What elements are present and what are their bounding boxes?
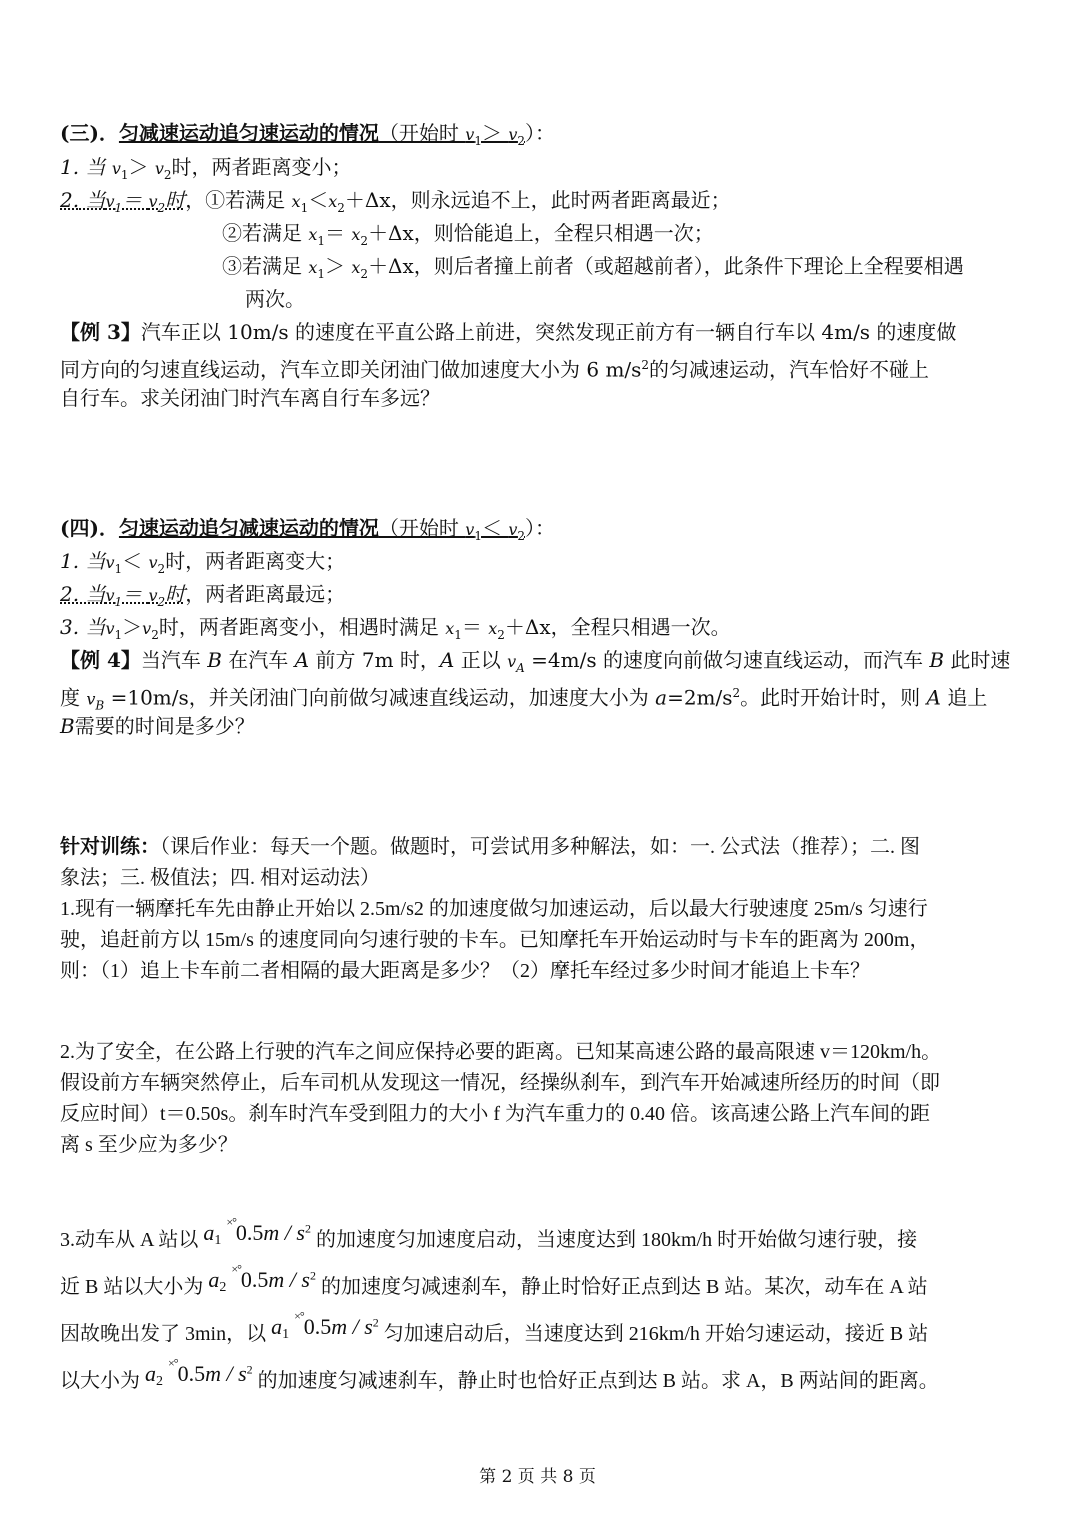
example3-label: 【例 3】 — [60, 320, 141, 344]
section4-item2: 2. 当$v_1= v_2$时，两者距离最远； — [60, 582, 346, 609]
section3-item2: 2. 当$v_1= v_2$时，①若满足 $x_1<x_2+\Delta x$，则永远追不上，此时两者距离最近； — [60, 188, 731, 215]
section3-item2c-cont: 两次。 — [245, 287, 305, 311]
problem3-line2: 近 B 站以大小为 $a_2$ $^{\times^\circ}0.5m / s^2$ 的加速度匀减速刹车，静止时恰好正点到达 B 站。某次，动车在 A 站 — [60, 1262, 928, 1298]
section4-item3: 3. 当$v_1>v_2$时，两者距离变小，相遇时满足 $x_1= x_2+\Delta x$，全程只相遇一次。 — [60, 615, 731, 642]
section3-item2-cond: 2. 当$v_1= v_2$时 — [60, 188, 186, 215]
problem2-line3: 反应时间）t＝0.50s。刹车时汽车受到阻力的大小 f 为汽车重力的 0.40 倍。该高速公路上汽车间的距 — [60, 1103, 930, 1125]
training-intro-line2: 象法；三. 极值法；四. 相对运动法） — [60, 867, 380, 889]
example4-label: 【例 4】 — [60, 648, 141, 672]
problem3-line3: 因故晚出发了 3min，以 $a_1$ $^{\times^\circ}0.5m / s^2$ 匀加速启动后，当速度达到 216km/h 开始匀速运动，接近 B 站 — [60, 1309, 929, 1345]
example3-line1: 【例 3】汽车正以 10m/s 的速度在平直公路上前进，突然发现正前方有一辆自行车以 4m/s 的速度做 — [60, 320, 957, 344]
problem2-line1: 2.为了安全，在公路上行驶的汽车之间应保持必要的距离。已知某高速公路的最高限速 v＝120km/h。 — [60, 1041, 942, 1063]
example4-line3: B需要的时间是多少？ — [60, 714, 255, 738]
problem2-line2: 假设前方车辆突然停止，后车司机从发现这一情况，经操纵刹车，到汽车开始减速所经历的时间（即 — [60, 1072, 940, 1094]
accel-formula: $a_1$ $^{\times^\circ}0.5m / s^2$ — [203, 1215, 311, 1248]
section4-heading-title: 匀速运动追匀减速运动的情况 — [118, 516, 379, 540]
problem1-line1: 1.现有一辆摩托车先由静止开始以 2.5m/s2 的加速度做匀加速运动，后以最大行驶速度 25m/s 匀速行 — [60, 898, 928, 920]
section3-item2b: ②若满足 $x_1= x_2+\Delta x$，则恰能追上，全程只相遇一次； — [222, 221, 714, 248]
example4-line1: 【例 4】当汽车 B 在汽车 A 前方 7m 时，A 正以 $v_A =4m/s$ 的速度向前做匀速直线运动，而汽车 B 此时速 — [60, 648, 1011, 675]
accel-formula: $a_2$ $^{\times^\circ}0.5m / s^2$ — [145, 1356, 253, 1389]
example3-line2: 同方向的匀速直线运动，汽车立即关闭油门做加速度大小为 6 $m/s^2$的匀减速运动，汽车恰好不碰上 — [60, 357, 930, 382]
accel-formula: $a_1$ $^{\times^\circ}0.5m / s^2$ — [271, 1309, 379, 1342]
problem3-line4: 以大小为 $a_2$ $^{\times^\circ}0.5m / s^2$ 的加速度匀减速刹车，静止时也恰好正点到达 B 站。求 A，B 两站间的距离。 — [60, 1356, 939, 1392]
problem3-line1: 3.动车从 A 站以 $a_1$ $^{\times^\circ}0.5m / s^2$ 的加速度匀加速度启动，当速度达到 180km/h 时开始做匀速行驶，接 — [60, 1215, 918, 1251]
section3-item2c: ③若满足 $x_1> x_2+\Delta x$，则后者撞上前者（或超越前者），此条件下理论上全程要相遇 — [222, 254, 964, 281]
section3-heading-cond: （开始时 $v_1> v_2$ — [378, 121, 526, 148]
section3-item1: 1. 当 $v_1> v_2$时，两者距离变小； — [60, 155, 352, 182]
section4-heading: (四)．匀速运动追匀减速运动的情况（开始时 $v_1< v_2$）： — [60, 516, 556, 543]
accel-formula: $a_2$ $^{\times^\circ}0.5m / s^2$ — [208, 1262, 316, 1295]
training-intro-line1: 针对训练：（课后作业：每天一个题。做题时，可尝试用多种解法，如：一. 公式法（推荐）；二. 图 — [60, 836, 920, 858]
training-label: 针对训练： — [60, 836, 160, 858]
example4-line2: 度 $v_B =10m/s$，并关闭油门向前做匀减速直线运动，加速度大小为 $a=2m/s^2$。此时开始计时，则 A 追上 — [60, 685, 988, 713]
section3-heading-title: 匀减速运动追匀速运动的情况 — [118, 121, 379, 145]
page-footer: 第 2 页 共 8 页 — [479, 1467, 596, 1487]
section3-heading-num: (三)． — [60, 121, 119, 145]
section4-item1: 1. 当$v_1< v_2$时，两者距离变大； — [60, 549, 346, 576]
section3-heading: (三)．匀减速运动追匀速运动的情况（开始时 $v_1> v_2$）： — [60, 121, 556, 148]
problem1-line2: 驶，追赶前方以 15m/s 的速度同向匀速行驶的卡车。已知摩托车开始运动时与卡车的距离为 200m， — [60, 929, 930, 951]
example3-line3: 自行车。求关闭油门时汽车离自行车多远？ — [60, 386, 440, 410]
section4-item2-cond: 2. 当$v_1= v_2$时 — [60, 582, 186, 609]
problem2-line4: 离 s 至少应为多少？ — [60, 1134, 238, 1156]
problem1-line3: 则：（1）追上卡车前二者相隔的最大距离是多少？（2）摩托车经过多少时间才能追上卡车？ — [60, 960, 870, 982]
